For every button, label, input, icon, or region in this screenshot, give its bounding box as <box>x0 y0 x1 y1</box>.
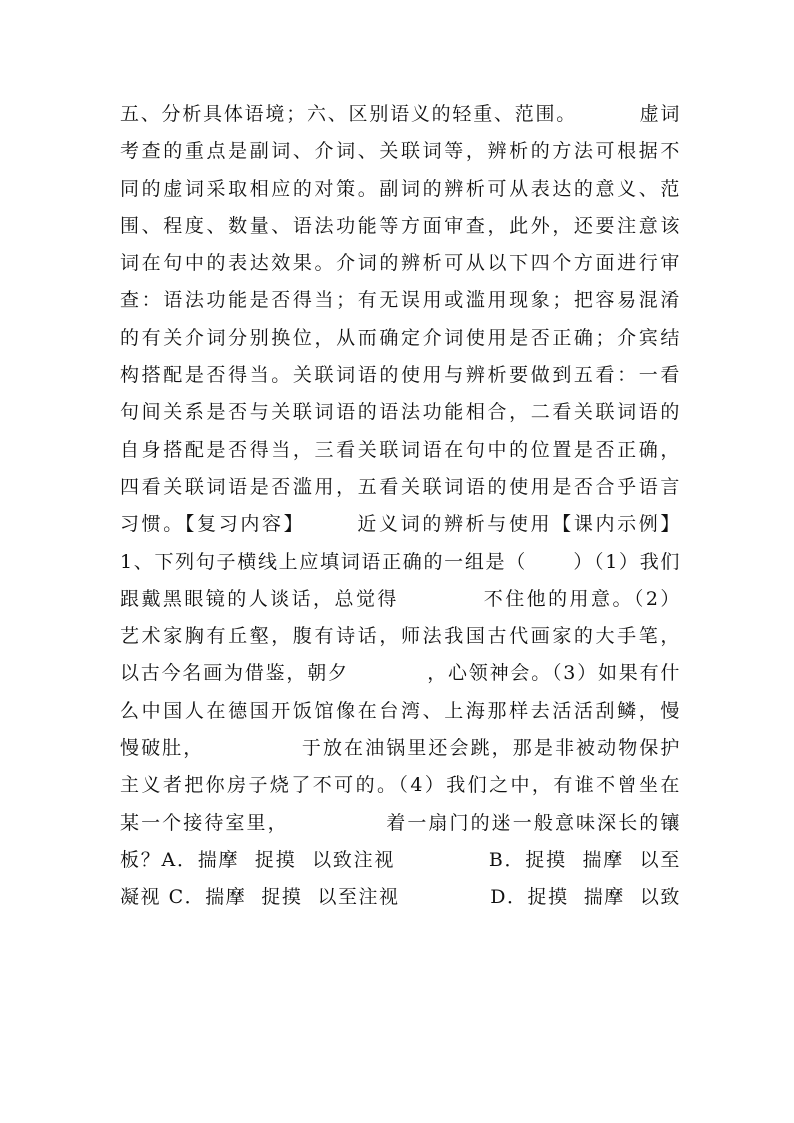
text-line: 句间关系是否与关联词语的语法功能相合，二看关联词语的 <box>120 401 680 424</box>
text-line: 围、程度、数量、语法功能等方面审查，此外，还要注意该 <box>120 214 680 237</box>
text-line: 习惯。【复习内容】 近义词的辨析与使用【课内示例】 <box>120 513 680 536</box>
text-line: 的有关介词分别换位，从而确定介词使用是否正确；介宾结 <box>120 326 680 349</box>
text-line: 板？A．揣摩 捉摸 以致注视 B．捉摸 揣摩 以至 <box>120 848 680 871</box>
text-line: 慢破肚， 于放在油锅里还会跳，那是非被动物保护 <box>120 737 680 760</box>
text-line: 某一个接待室里， 着一扇门的迷一般意味深长的镶 <box>120 811 680 834</box>
text-line: 词在句中的表达效果。介词的辨析可从以下四个方面进行审 <box>120 252 680 275</box>
text-line: 同的虚词采取相应的对策。副词的辨析可从表达的意义、范 <box>120 177 680 200</box>
text-line: 么中国人在德国开饭馆像在台湾、上海那样去活活刮鳞，慢 <box>120 699 680 722</box>
text-line: 五、分析具体语境；六、区别语义的轻重、范围。 虚词 <box>120 103 680 125</box>
text-line: 自身搭配是否得当，三看关联词语在句中的位置是否正确， <box>120 438 680 461</box>
text-line: 以古今名画为借鉴，朝夕 ，心领神会。（3）如果有什 <box>120 662 680 685</box>
text-line: 1、下列句子横线上应填词语正确的一组是（ ）（1）我们 <box>120 550 680 573</box>
text-line: 四看关联词语是否滥用，五看关联词语的使用是否合乎语言 <box>120 475 680 498</box>
text-line: 艺术家胸有丘壑，腹有诗话，师法我国古代画家的大手笔， <box>120 625 680 648</box>
text-line: 跟戴黑眼镜的人谈话，总觉得 不住他的用意。（2） <box>120 587 680 610</box>
text-line: 凝视 C．揣摩 捉摸 以至注视 D．捉摸 揣摩 以致 <box>120 886 680 909</box>
text-line: 主义者把你房子烧了不可的。（4）我们之中，有谁不曾坐在 <box>120 774 680 797</box>
text-line: 构搭配是否得当。关联词语的使用与辨析要做到五看：一看 <box>120 364 680 387</box>
body-text <box>120 96 680 917</box>
text-line: 查：语法功能是否得当；有无误用或滥用现象；把容易混淆 <box>120 289 680 312</box>
text-line: 考查的重点是副词、介词、关联词等，辨析的方法可根据不 <box>120 140 680 163</box>
